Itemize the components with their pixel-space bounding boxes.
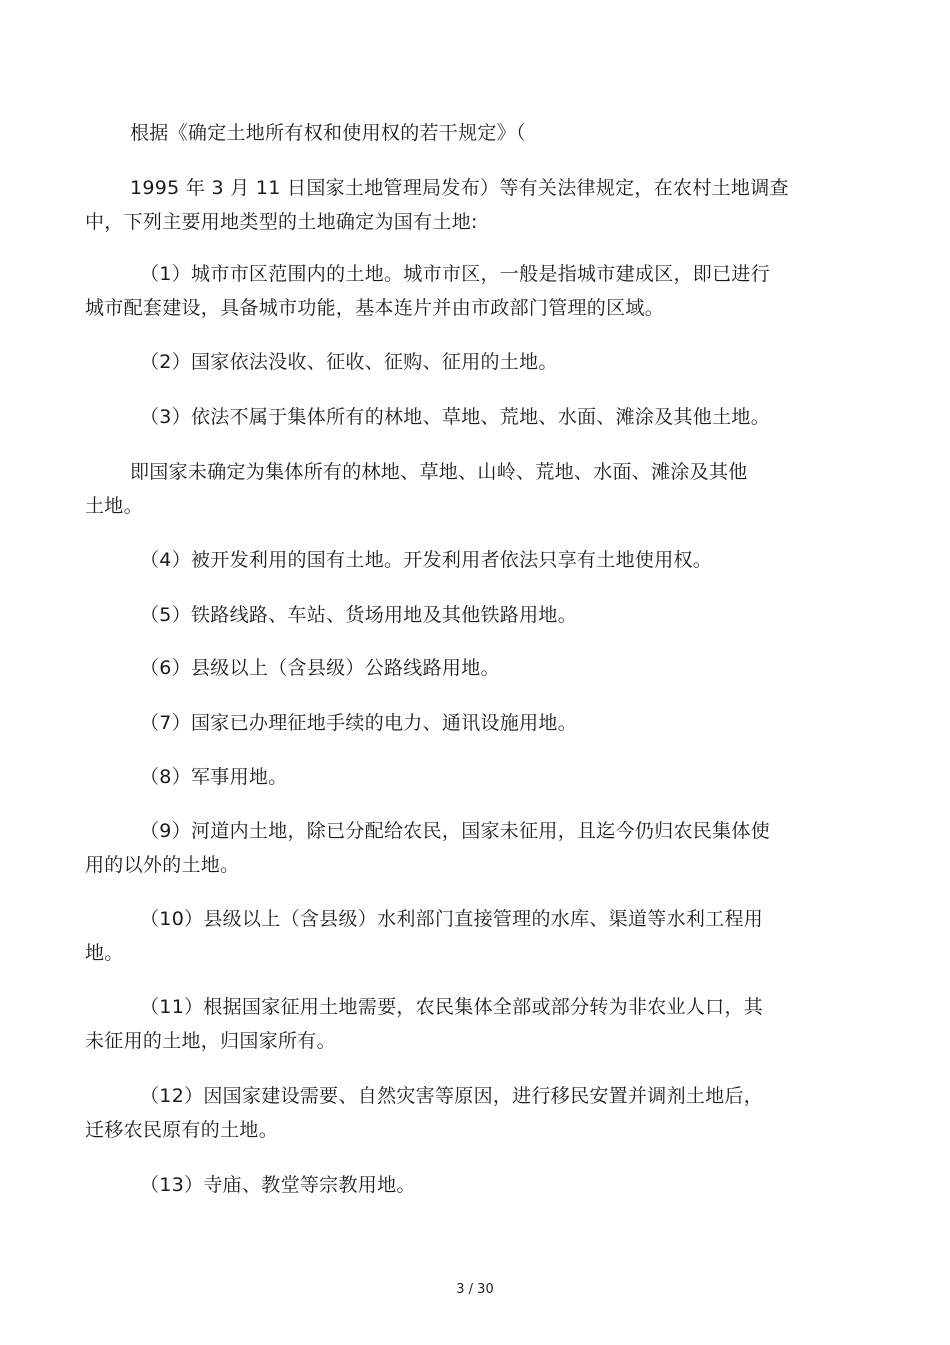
paragraph-item-8 (85, 760, 835, 794)
text-line: （5）铁路线路、车站、货场用地及其他铁路用地。 (140, 604, 577, 626)
text-line: （9）河道内土地，除已分配给农民，国家未征用，且迄今仍归农民集体使 (140, 820, 770, 842)
text-line: 根据《确定土地所有权和使用权的若干规定》（ (130, 122, 526, 144)
text-line: （8）军事用地。 (140, 766, 288, 788)
text-line: 未征用的土地，归国家所有。 (85, 1030, 336, 1052)
text-line: 用的以外的土地。 (85, 854, 240, 876)
paragraph-item-11 (85, 990, 835, 1058)
paragraph-intro-cont (85, 171, 835, 239)
paragraph-item-4 (85, 543, 835, 577)
text-line: （3）依法不属于集体所有的林地、草地、荒地、水面、滩涂及其他土地。 (140, 406, 770, 428)
page-number: 3 / 30 (456, 1282, 494, 1297)
paragraph-item-5 (85, 598, 835, 632)
paragraph-item-7 (85, 706, 835, 740)
paragraph-item-3-note (85, 455, 835, 523)
text-line: （2）国家依法没收、征收、征购、征用的土地。 (140, 351, 558, 373)
paragraph-item-10 (85, 902, 835, 970)
paragraph-item-1 (85, 257, 835, 325)
text-line: （1）城市市区范围内的土地。城市市区，一般是指城市建成区，即已进行 (140, 263, 770, 285)
text-line: 1995 年 3 月 11 日国家土地管理局发布）等有关法律规定，在农村土地调查 (130, 177, 789, 199)
text-line: 土地。 (85, 495, 143, 517)
text-line: （7）国家已办理征地手续的电力、通讯设施用地。 (140, 712, 577, 734)
text-line: 地。 (85, 942, 124, 964)
text-line: （4）被开发利用的国有土地。开发利用者依法只享有土地使用权。 (140, 549, 713, 571)
text-line: （12）因国家建设需要、自然灾害等原因，进行移民安置并调剂土地后， (140, 1085, 764, 1107)
text-line: （6）县级以上（含县级）公路线路用地。 (140, 657, 500, 679)
paragraph-intro (85, 116, 835, 150)
text-line: （10）县级以上（含县级）水利部门直接管理的水库、渠道等水利工程用 (140, 908, 764, 930)
text-line: 即国家未确定为集体所有的林地、草地、山岭、荒地、水面、滩涂及其他 (130, 461, 748, 483)
paragraph-item-13 (85, 1168, 835, 1202)
paragraph-item-6 (85, 651, 835, 685)
text-line: 中，下列主要用地类型的土地确定为国有土地: (85, 211, 478, 233)
text-line: （11）根据国家征用土地需要，农民集体全部或部分转为非农业人口，其 (140, 996, 764, 1018)
paragraph-item-12 (85, 1079, 835, 1147)
text-line: （13）寺庙、教堂等宗教用地。 (140, 1174, 416, 1196)
paragraph-item-3 (85, 400, 835, 434)
paragraph-item-9 (85, 814, 835, 882)
text-line: 城市配套建设，具备城市功能，基本连片并由市政部门管理的区域。 (85, 297, 665, 319)
text-line: 迁移农民原有的土地。 (85, 1119, 279, 1141)
paragraph-item-2 (85, 345, 835, 379)
